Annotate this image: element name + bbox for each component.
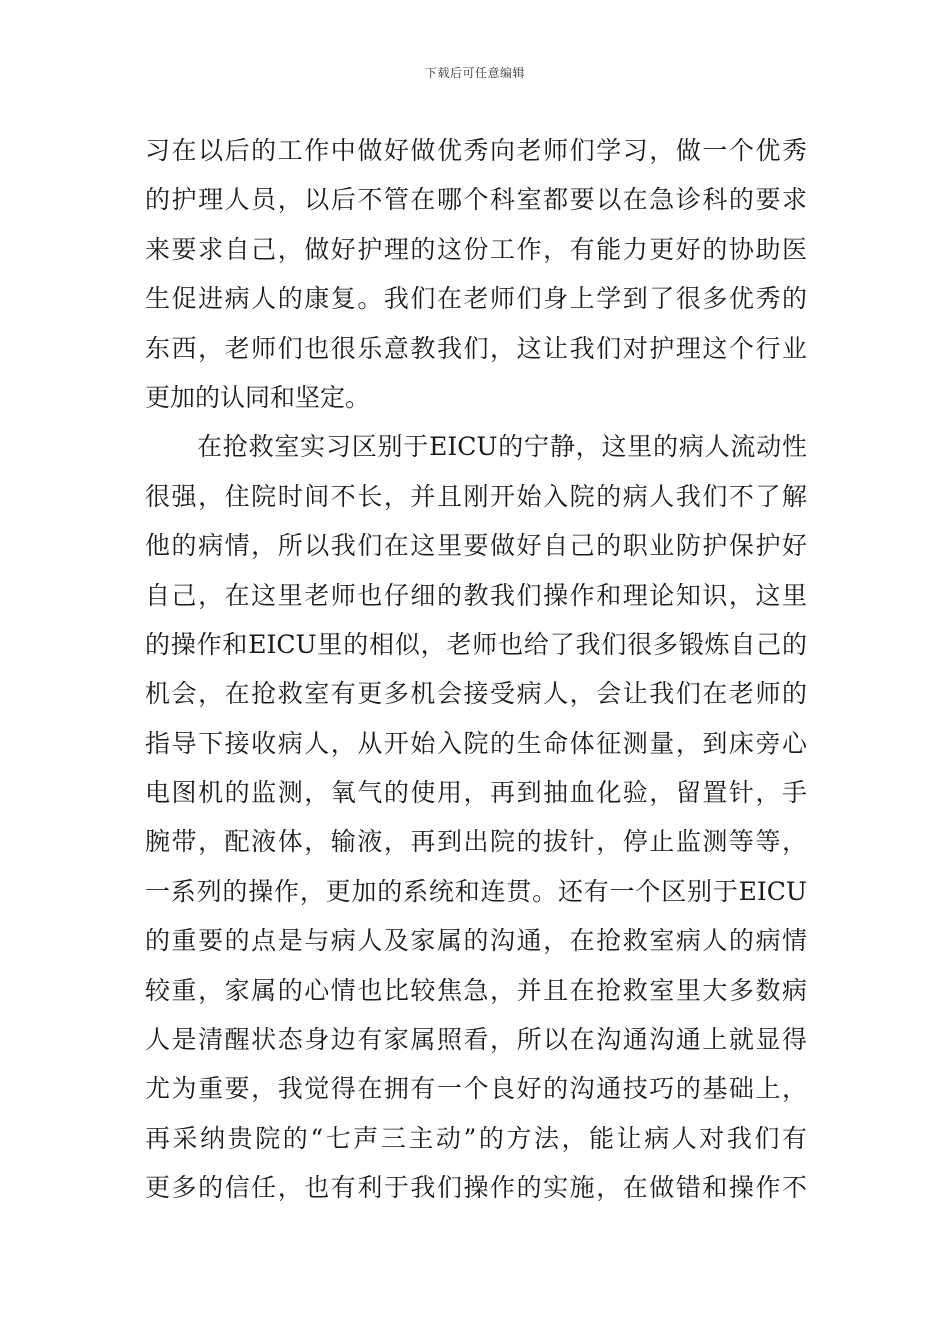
body-text xyxy=(145,126,807,1213)
text-line: 的操作和EICU里的相似，老师也给了我们很多锻炼自己的 xyxy=(145,629,807,659)
text-line: 很强，住院时间不长，并且刚开始入院的病人我们不了解 xyxy=(145,481,807,511)
text-line: 的护理人员，以后不管在哪个科室都要以在急诊科的要求 xyxy=(145,185,807,215)
paragraph-1 xyxy=(145,126,807,422)
text-line: 更加的认同和坚定。 xyxy=(145,382,371,412)
text-line: 再采纳贵院的“七声三主动”的方法，能让病人对我们有 xyxy=(145,1123,807,1153)
text-line: 习在以后的工作中做好做优秀向老师们学习，做一个优秀 xyxy=(145,136,807,165)
text-line: 机会，在抢救室有更多机会接受病人，会让我们在老师的 xyxy=(145,679,807,709)
text-line: 腕带，配液体，输液，再到出院的拔针，停止监测等等， xyxy=(145,827,807,857)
text-line: 他的病情，所以我们在这里要做好自己的职业防护保护好 xyxy=(145,531,807,561)
text-line: 较重，家属的心情也比较焦急，并且在抢救室里大多数病 xyxy=(145,975,807,1005)
text-line: 尤为重要，我觉得在拥有一个良好的沟通技巧的基础上， xyxy=(145,1074,807,1104)
text-line: 来要求自己，做好护理的这份工作，有能力更好的协助医 xyxy=(145,234,807,264)
text-line: 在抢救室实习区别于EICU的宁静，这里的病人流动性 xyxy=(197,432,807,462)
text-line: 生促进病人的康复。我们在老师们身上学到了很多优秀的 xyxy=(145,284,807,314)
text-line: 一系列的操作，更加的系统和连贯。还有一个区别于EICU xyxy=(145,876,807,906)
text-line: 更多的信任，也有利于我们操作的实施，在做错和操作不 xyxy=(145,1173,807,1203)
text-line: 人是清醒状态身边有家属照看，所以在沟通沟通上就显得 xyxy=(145,1025,807,1055)
text-line: 自己，在这里老师也仔细的教我们操作和理论知识，这里 xyxy=(145,580,807,610)
text-line: 的重要的点是与病人及家属的沟通，在抢救室病人的病情 xyxy=(145,926,807,956)
text-line: 指导下接收病人，从开始入院的生命体征测量，到床旁心 xyxy=(145,728,807,758)
text-line: 东西，老师们也很乐意教我们，这让我们对护理这个行业 xyxy=(145,333,807,363)
text-line: 电图机的监测，氧气的使用，再到抽血化验，留置针，手 xyxy=(145,778,807,808)
paragraph-2 xyxy=(145,422,807,1212)
page-header: 下载后可任意编辑 xyxy=(424,66,525,80)
